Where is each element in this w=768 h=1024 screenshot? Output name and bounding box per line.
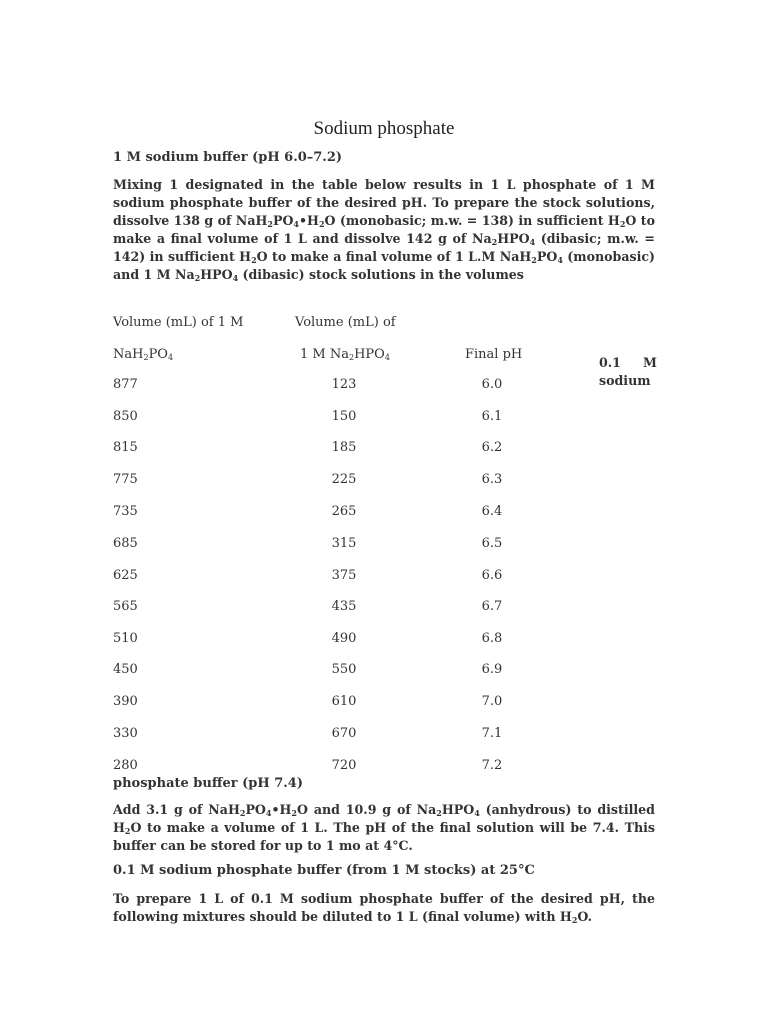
subscript: 2 — [251, 255, 257, 265]
side-note-part1: 0.1 — [599, 355, 621, 370]
subscript: 2 — [194, 273, 201, 283]
subscript: 4 — [529, 237, 536, 247]
cell-final-ph: 7.2 — [481, 758, 503, 773]
cell-nah2po4: 850 — [113, 409, 138, 424]
cell-na2hpo4: 435 — [331, 599, 357, 614]
header-col2-line2: 1 M $Na_2HPO_4$ — [300, 347, 390, 362]
subscript: 2 — [239, 808, 246, 818]
cell-nah2po4: 510 — [113, 631, 138, 646]
header-col3: Final pH — [465, 347, 523, 362]
cell-nah2po4: 280 — [113, 758, 138, 773]
subscript: 4 — [293, 219, 299, 229]
header-col1-line1: Volume (mL) of 1 M — [113, 315, 244, 330]
section1-paragraph: Mixing 1 designated in the table below results in 1 L phosphate of 1 M sodium phosphate buffer of the desired pH. To prepare the stock solutions, dissolve 138 g of $NaH_2PO_4•H_2O$ (monobasic; m.w. = 138) in sufficient $H_2O$ to make a final volume of 1 L and dissolve 142 g of $Na_2HPO_4$ (dibasic; m.w. = 142) in sufficient $H_2O$ to make a final volume of 1 L.M $NaH_2PO_4$ (monobasic) and 1 M $Na_2HPO_4$ (dibasic) stock solutions in the volumes — [113, 177, 656, 283]
cell-nah2po4: 735 — [113, 504, 138, 519]
cell-final-ph: 6.9 — [481, 662, 503, 677]
subscript: 2 — [436, 808, 442, 818]
cell-final-ph: 6.1 — [481, 409, 503, 424]
cell-final-ph: 6.5 — [481, 536, 503, 551]
cell-nah2po4: 565 — [113, 599, 138, 614]
cell-na2hpo4: 670 — [331, 726, 357, 741]
section3-paragraph: To prepare 1 L of 0.1 M sodium phosphate buffer of the desired pH, the following mixtures should be diluted to 1 L (final volume) with $H_2O$. — [113, 891, 655, 925]
cell-final-ph: 6.6 — [481, 568, 503, 583]
cell-final-ph: 7.1 — [481, 726, 503, 741]
subscript: 2 — [571, 915, 578, 925]
cell-nah2po4: 330 — [113, 726, 138, 741]
section2-paragraph: Add 3.1 g of $NaH_2PO_4•H_2O$ and 10.9 g of $Na_2HPO_4$ (anhydrous) to distilled $H_2O$ to make a volume of 1 L. The pH of the final solution will be 7.4. This buffer can be stored for up to 1 mo at 4°C. — [113, 802, 655, 853]
section2-heading: phosphate buffer (pH 7.4) — [113, 776, 303, 791]
cell-nah2po4: 685 — [113, 536, 138, 551]
cell-nah2po4: 625 — [113, 568, 138, 583]
cell-na2hpo4: 610 — [331, 694, 357, 709]
cell-final-ph: 6.2 — [481, 440, 503, 455]
subscript: 2 — [619, 219, 626, 229]
subscript: 2 — [491, 237, 498, 247]
side-note — [599, 354, 657, 390]
section3-heading: 0.1 M sodium phosphate buffer (from 1 M stocks) at 25°C — [113, 863, 535, 878]
section1-heading: 1 M sodium buffer (pH 6.0–7.2) — [113, 150, 343, 165]
cell-na2hpo4: 490 — [331, 631, 357, 646]
subscript: 2 — [348, 353, 355, 362]
cell-na2hpo4: 185 — [331, 440, 357, 455]
cell-na2hpo4: 265 — [331, 504, 357, 519]
subscript: 2 — [143, 353, 149, 362]
subscript: 4 — [557, 255, 563, 265]
cell-nah2po4: 815 — [113, 440, 138, 455]
cell-na2hpo4: 315 — [331, 536, 357, 551]
subscript: 4 — [265, 808, 272, 818]
cell-na2hpo4: 550 — [331, 662, 357, 677]
subscript: 4 — [474, 808, 480, 818]
subscript: 4 — [232, 273, 239, 283]
cell-na2hpo4: 225 — [331, 472, 357, 487]
header-col2-line1: Volume (mL) of — [295, 315, 396, 330]
subscript: 2 — [531, 255, 537, 265]
subscript: 2 — [318, 219, 325, 229]
side-note-part2: M — [643, 355, 657, 370]
cell-na2hpo4: 150 — [331, 409, 357, 424]
subscript: 2 — [124, 826, 131, 836]
cell-nah2po4: 450 — [113, 662, 138, 677]
cell-final-ph: 6.0 — [481, 377, 503, 392]
cell-na2hpo4: 123 — [331, 377, 357, 392]
cell-nah2po4: 877 — [113, 377, 138, 392]
subscript: 2 — [291, 808, 297, 818]
page-title: Sodium phosphate — [313, 118, 455, 139]
cell-nah2po4: 390 — [113, 694, 138, 709]
cell-nah2po4: 775 — [113, 472, 138, 487]
cell-final-ph: 6.4 — [481, 504, 503, 519]
cell-final-ph: 6.8 — [481, 631, 503, 646]
cell-final-ph: 6.3 — [481, 472, 503, 487]
header-col1-line2: $NaH_2PO_4$ — [113, 347, 174, 362]
cell-final-ph: 7.0 — [481, 694, 503, 709]
subscript: 4 — [167, 353, 174, 362]
cell-final-ph: 6.7 — [481, 599, 503, 614]
subscript: 2 — [267, 219, 273, 229]
subscript: 4 — [384, 353, 390, 362]
side-note-line2: sodium — [599, 373, 651, 388]
cell-na2hpo4: 375 — [331, 568, 357, 583]
cell-na2hpo4: 720 — [331, 758, 357, 773]
